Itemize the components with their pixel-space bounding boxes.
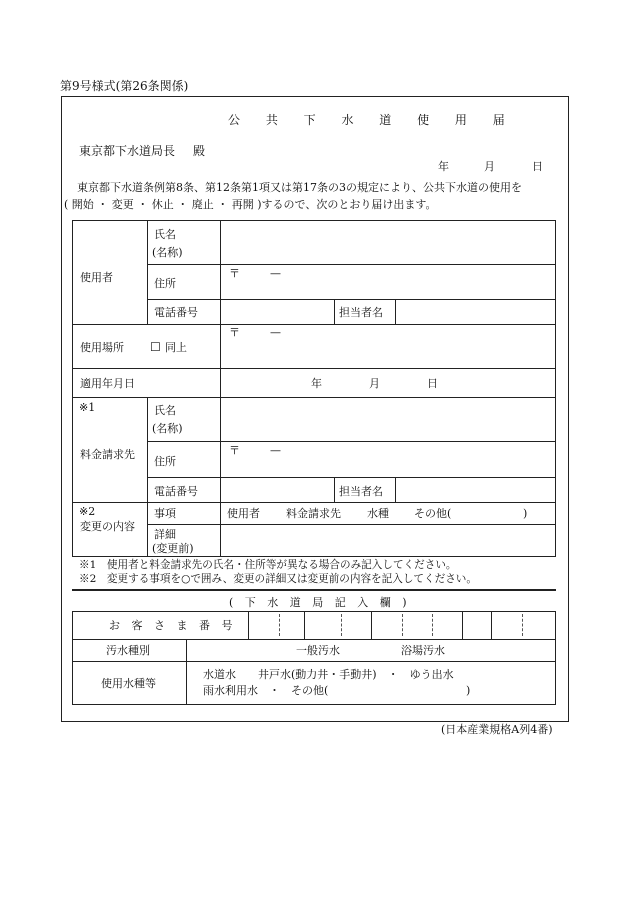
office-divider	[72, 589, 556, 591]
billing-address-label: 住所	[154, 455, 176, 468]
date-day-label: 日	[532, 160, 543, 173]
change-item-label: 事項	[154, 507, 176, 520]
change-detail-field[interactable]	[221, 525, 555, 556]
apply-date-year: 年	[311, 377, 322, 390]
apply-date-day: 日	[427, 377, 438, 390]
form-title: 公 共 下 水 道 使 用 届	[228, 113, 516, 127]
billing-phone-label: 電話番号	[154, 485, 198, 498]
location-postal-dash: —	[270, 326, 281, 339]
customer-number-label: お 客 さ ま 番 号	[109, 619, 237, 632]
change-detail-label: 詳細	[154, 528, 176, 541]
addressee: 東京都下水道局長	[79, 144, 176, 158]
billing-contact-field[interactable]	[396, 478, 555, 502]
billing-note-mark: ※1	[79, 401, 96, 414]
user-address-label: 住所	[154, 277, 176, 290]
customer-number-field[interactable]	[249, 612, 555, 639]
office-heading: ( 下 水 道 局 記 入 欄 )	[229, 596, 411, 609]
change-option-user[interactable]: 使用者	[227, 507, 260, 520]
intro-line-2: ( 開始 ・ 変更 ・ 休止 ・ 廃止 ・ 再開 )するので、次のとおり届け出ます。	[64, 198, 437, 211]
location-postal-mark: 〒	[229, 326, 240, 339]
user-section-label: 使用者	[80, 271, 113, 284]
water-options-line-1[interactable]: 水道水 井戸水(動力井・手動井) ・ ゆう出水	[203, 668, 454, 681]
same-label: 同上	[165, 341, 187, 354]
user-contact-label: 担当者名	[339, 306, 383, 319]
honorific: 殿	[193, 144, 206, 158]
form-number: 第9号様式(第26条関係)	[60, 79, 189, 93]
sewage-type-label: 汚水種別	[106, 644, 150, 657]
billing-contact-label: 担当者名	[339, 485, 383, 498]
change-option-water-type[interactable]: 水種	[367, 507, 389, 520]
change-note-mark: ※2	[79, 505, 96, 518]
apply-date-field[interactable]	[221, 369, 555, 397]
apply-date-month: 月	[369, 377, 380, 390]
apply-date-label: 適用年月日	[80, 377, 135, 390]
user-postal-mark: 〒	[229, 267, 240, 280]
billing-name-label: 氏名	[154, 404, 176, 417]
footer-standard: (日本産業規格A列4番)	[441, 723, 553, 736]
change-option-other[interactable]: その他(	[414, 507, 452, 520]
water-options-close: )	[466, 684, 471, 697]
billing-postal-dash: —	[270, 444, 281, 457]
billing-section-label: 料金請求先	[80, 448, 135, 461]
user-phone-label: 電話番号	[154, 306, 198, 319]
user-phone-field[interactable]	[221, 300, 334, 324]
user-name-label: 氏名	[154, 228, 176, 241]
note-2: ※2 変更する事項を○で囲み、変更の詳細又は変更前の内容を記入してください。	[79, 573, 477, 585]
billing-name-label-sub: (名称)	[152, 422, 183, 435]
billing-postal-mark: 〒	[229, 444, 240, 457]
sewage-option-general[interactable]: 一般汚水	[296, 644, 340, 657]
date-year-label: 年	[438, 160, 449, 173]
change-section-label: 変更の内容	[80, 520, 135, 533]
date-month-label: 月	[484, 160, 495, 173]
water-type-label: 使用水種等	[101, 677, 156, 690]
user-postal-dash: —	[270, 267, 281, 280]
water-options-line-2[interactable]: 雨水利用水 ・ その他(	[203, 684, 329, 697]
user-contact-field[interactable]	[396, 300, 555, 324]
location-label: 使用場所	[80, 341, 124, 354]
same-checkbox[interactable]: ☐	[150, 340, 161, 354]
user-name-field[interactable]	[221, 221, 555, 264]
billing-phone-field[interactable]	[221, 478, 334, 502]
change-option-billing[interactable]: 料金請求先	[286, 507, 341, 520]
change-detail-label-sub: (変更前)	[152, 542, 194, 555]
billing-name-field[interactable]	[221, 398, 555, 441]
sewage-option-bath[interactable]: 浴場汚水	[401, 644, 445, 657]
note-1: ※1 使用者と料金請求先の氏名・住所等が異なる場合のみ記入してください。	[79, 559, 457, 571]
user-name-label-sub: (名称)	[152, 246, 183, 259]
change-option-other-close: )	[523, 507, 528, 520]
intro-line-1: 東京都下水道条例第8条、第12条第1項又は第17条の3の規定により、公共下水道の使用を	[77, 181, 522, 194]
